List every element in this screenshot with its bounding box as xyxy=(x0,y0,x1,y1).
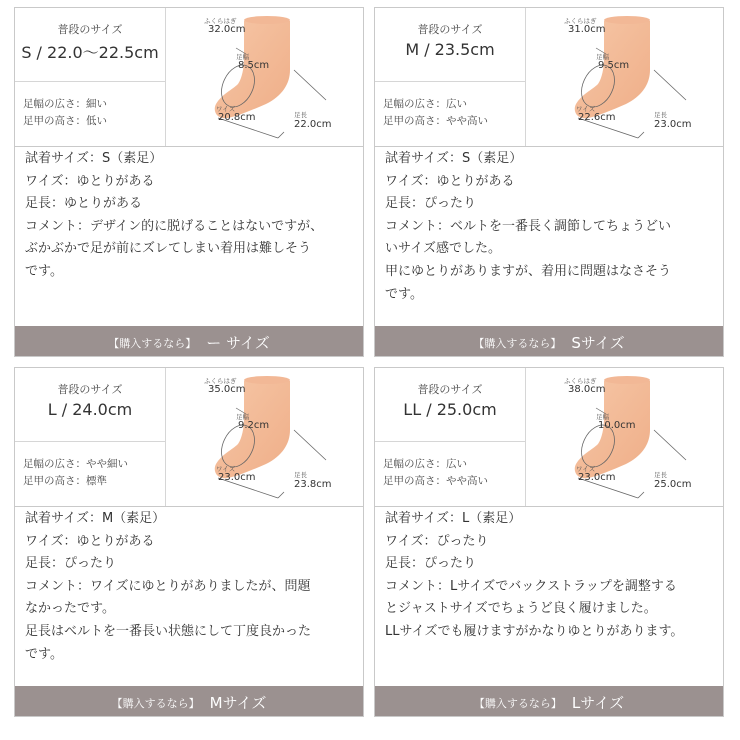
instep-height-fit: 足甲の高さ：低い xyxy=(23,115,107,127)
recommended-size-bar[interactable] xyxy=(375,686,723,716)
ankle-label: 足幅 xyxy=(596,413,609,421)
comment-line: です。 xyxy=(25,263,63,279)
ankle-value: 10.0cm xyxy=(598,420,636,431)
width-value: 20.8cm xyxy=(218,112,256,123)
length-value: 23.0cm xyxy=(654,119,692,130)
size-panel-ll xyxy=(374,367,724,717)
size-info xyxy=(375,8,526,146)
recommended-size-bar[interactable] xyxy=(15,686,363,716)
width-value: 23.0cm xyxy=(218,472,256,483)
usual-size-box xyxy=(375,368,525,442)
usual-size-label: 普段のサイズ xyxy=(57,383,123,396)
recommended-size: Lサイズ xyxy=(571,694,625,712)
comment-line: ワイズ：ぴったり xyxy=(385,533,489,549)
length-label: 足長 xyxy=(294,471,307,479)
instep-height-fit: 足甲の高さ：標準 xyxy=(23,475,107,487)
calf-label: ふくらはぎ xyxy=(564,17,597,25)
comment-line: ワイズ：ゆとりがある xyxy=(25,173,155,189)
comment-line: 甲にゆとりがありますが、着用に問題はなさそう xyxy=(385,263,672,279)
calf-label: ふくらはぎ xyxy=(204,377,237,385)
usual-size-label: 普段のサイズ xyxy=(417,383,483,396)
comment-line: コメント：デザイン的に脱げることはないですが、 xyxy=(25,218,324,234)
foot-width-fit: 足幅の広さ：広い xyxy=(383,98,467,110)
recommended-size: Sサイズ xyxy=(571,334,625,352)
foot-width-fit: 足幅の広さ：細い xyxy=(23,98,107,110)
instep-height-fit: 足甲の高さ：やや高い xyxy=(383,115,488,127)
buy-prefix: 【購入するなら】 xyxy=(473,697,562,710)
comment-line: LLサイズでも履けますがかなりゆとりがあります。 xyxy=(385,623,684,639)
width-label: ワイズ xyxy=(576,465,596,473)
comment-line: です。 xyxy=(25,646,63,662)
instep-height-fit: 足甲の高さ：やや高い xyxy=(383,475,488,487)
foot-width-fit: 足幅の広さ：広い xyxy=(383,458,467,470)
comment-line: 足長：ゆとりがある xyxy=(25,196,143,212)
comment-line: コメント：Lサイズでバックストラップを調整する xyxy=(385,578,677,594)
width-value: 23.0cm xyxy=(578,472,616,483)
comment-line: 試着サイズ：L（素足） xyxy=(385,511,522,526)
foot-measurements xyxy=(166,368,363,506)
panel-header xyxy=(375,8,723,147)
comment-line: です。 xyxy=(385,286,423,302)
calf-label: ふくらはぎ xyxy=(564,377,597,385)
size-panel-l xyxy=(14,367,364,717)
comment-line: とジャストサイズでちょうど良く履けました。 xyxy=(385,601,657,617)
width-label: ワイズ xyxy=(576,105,596,113)
foot-illustration xyxy=(526,8,723,146)
length-label: 足長 xyxy=(654,111,667,119)
length-value: 23.8cm xyxy=(294,479,332,490)
usual-size-value: L / 24.0cm xyxy=(47,400,133,419)
buy-prefix: 【購入するなら】 xyxy=(473,337,562,350)
fitting-comment xyxy=(25,148,361,284)
size-info xyxy=(375,368,526,506)
calf-value: 31.0cm xyxy=(568,24,606,35)
comment-line: 足長：ぴったり xyxy=(385,196,477,212)
comment-line: 試着サイズ：S（素足） xyxy=(385,151,523,166)
usual-size-value: LL / 25.0cm xyxy=(403,400,497,419)
calf-label: ふくらはぎ xyxy=(204,17,237,25)
comment-line: 足長：ぴったり xyxy=(385,556,477,572)
length-value: 22.0cm xyxy=(294,119,332,130)
width-value: 22.6cm xyxy=(578,112,616,123)
fit-info xyxy=(383,456,525,490)
length-label: 足長 xyxy=(654,471,667,479)
panel-header xyxy=(15,368,363,507)
calf-value: 38.0cm xyxy=(568,384,606,395)
calf-value: 35.0cm xyxy=(208,384,246,395)
size-panel-s xyxy=(14,7,364,357)
comment-line: 足長はベルトを一番長い状態にして丁度良かった xyxy=(25,623,312,639)
comment-line: なかったです。 xyxy=(25,601,115,617)
foot-illustration xyxy=(166,368,363,506)
fit-info xyxy=(23,96,165,130)
fitting-comment xyxy=(385,148,721,306)
comment-line: コメント：ワイズにゆとりがありましたが、問題 xyxy=(25,578,311,594)
buy-prefix: 【購入するなら】 xyxy=(111,697,200,710)
ankle-label: 足幅 xyxy=(596,53,609,61)
ankle-label: 足幅 xyxy=(236,413,249,421)
length-label: 足長 xyxy=(294,111,307,119)
recommended-size-bar[interactable] xyxy=(375,326,723,356)
recommended-size: Mサイズ xyxy=(209,694,267,712)
recommended-size-bar[interactable] xyxy=(15,326,363,356)
ankle-value: 9.2cm xyxy=(238,420,270,431)
usual-size-box xyxy=(15,8,165,82)
comment-line: 試着サイズ：M（素足） xyxy=(25,511,166,526)
ankle-value: 9.5cm xyxy=(598,60,630,71)
fit-info xyxy=(383,96,525,130)
size-info xyxy=(15,8,166,146)
usual-size-box xyxy=(15,368,165,442)
usual-size-label: 普段のサイズ xyxy=(417,23,483,36)
usual-size-label: 普段のサイズ xyxy=(57,23,123,36)
comment-line: ワイズ：ゆとりがある xyxy=(385,173,515,189)
foot-illustration xyxy=(526,368,723,506)
fit-info xyxy=(23,456,165,490)
size-panel-m xyxy=(374,7,724,357)
foot-illustration xyxy=(166,8,363,146)
usual-size-value: M / 23.5cm xyxy=(405,40,495,59)
usual-size-box xyxy=(375,8,525,82)
recommended-size: ー サイズ xyxy=(206,334,270,352)
width-label: ワイズ xyxy=(216,105,236,113)
comment-line: 足長：ぴったり xyxy=(25,556,117,572)
foot-measurements xyxy=(526,8,723,146)
fitting-comment xyxy=(385,508,721,644)
foot-width-fit: 足幅の広さ：やや細い xyxy=(23,458,128,470)
size-info xyxy=(15,368,166,506)
ankle-label: 足幅 xyxy=(236,53,249,61)
width-label: ワイズ xyxy=(216,465,236,473)
panel-header xyxy=(15,8,363,147)
comment-line: いサイズ感でした。 xyxy=(385,241,501,257)
fitting-comment xyxy=(25,508,361,666)
comment-line: コメント：ベルトを一番長く調節してちょうどい xyxy=(385,218,672,234)
buy-prefix: 【購入するなら】 xyxy=(108,337,197,350)
foot-measurements xyxy=(526,368,723,506)
calf-value: 32.0cm xyxy=(208,24,246,35)
length-value: 25.0cm xyxy=(654,479,692,490)
foot-measurements xyxy=(166,8,363,146)
comment-line: ぶかぶかで足が前にズレてしまい着用は難しそう xyxy=(25,241,312,257)
ankle-value: 8.5cm xyxy=(238,60,270,71)
panel-header xyxy=(375,368,723,507)
comment-line: ワイズ：ゆとりがある xyxy=(25,533,155,549)
comment-line: 試着サイズ：S（素足） xyxy=(25,151,163,166)
usual-size-value: S / 22.0〜22.5cm xyxy=(21,43,159,62)
